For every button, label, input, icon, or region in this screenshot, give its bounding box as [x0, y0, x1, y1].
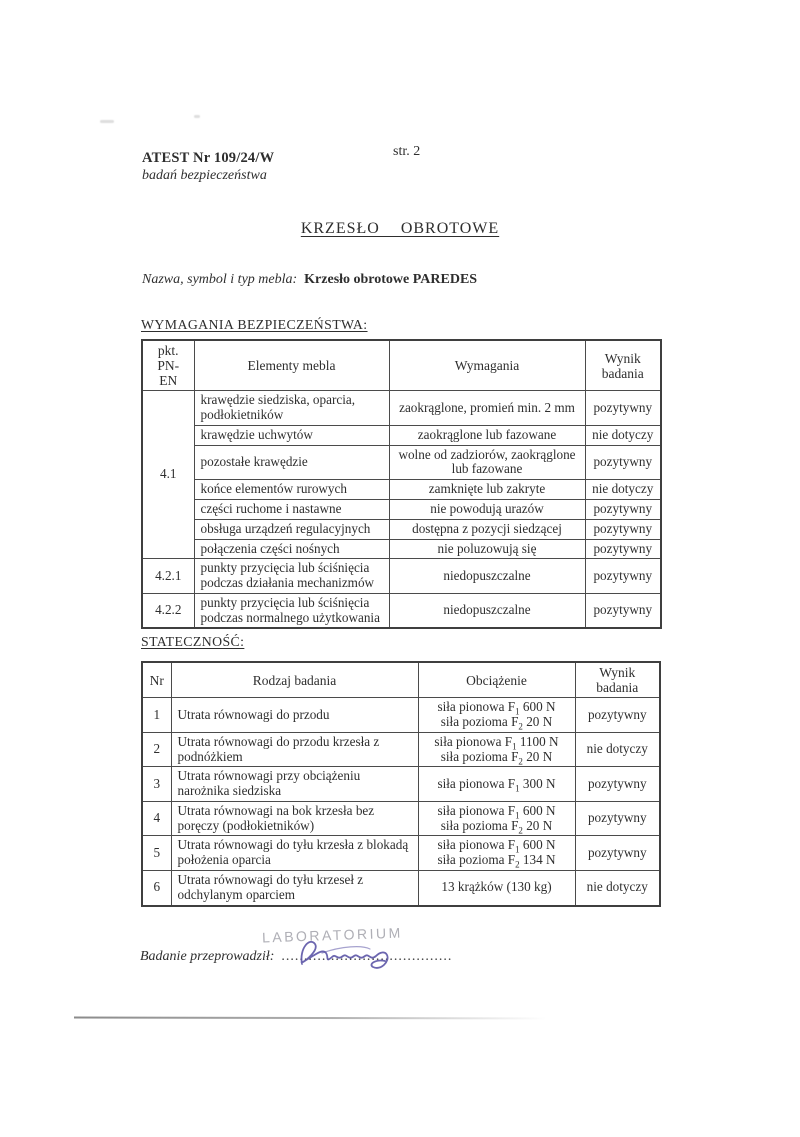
- safety-table-row: [142, 500, 661, 520]
- page-number: str. 2: [393, 144, 421, 159]
- requirement-cell: niedopuszczalne: [389, 559, 585, 594]
- pkt-cell: 4.2.2: [142, 593, 194, 628]
- nr-cell: 2: [142, 732, 171, 767]
- load-cell: siła pionowa $F_1$ 600 N siła pozioma $F_2$ 134 N: [418, 836, 575, 871]
- nr-cell: 3: [142, 767, 171, 802]
- nr-cell: 1: [142, 698, 171, 733]
- test-cell: Utrata równowagi przy obciążeniu narożnika siedziska: [171, 767, 418, 802]
- safety-column-header: Wynik badania: [585, 340, 661, 391]
- document-title: KRZESŁO OBROTOWE: [300, 220, 500, 237]
- pkt-cell: 4.1: [142, 391, 194, 559]
- test-cell: Utrata równowagi do przodu: [171, 698, 418, 733]
- safety-table-row: [142, 391, 661, 426]
- result-cell: nie dotyczy: [585, 425, 661, 445]
- test-cell: Utrata równowagi do przodu krzesła z podnóżkiem: [171, 732, 418, 767]
- scan-artifact-line: [74, 1017, 546, 1020]
- safety-header-row: [142, 340, 661, 391]
- atest-subtitle: badań bezpieczeństwa: [142, 168, 267, 183]
- nr-cell: 5: [142, 836, 171, 871]
- element-cell: pozostałe krawędzie: [194, 445, 389, 480]
- result-cell: pozytywny: [585, 500, 661, 520]
- test-cell: Utrata równowagi na bok krzesła bez poręczy (podłokietników): [171, 801, 418, 836]
- requirement-cell: zamknięte lub zakryte: [389, 480, 585, 500]
- requirement-cell: niedopuszczalne: [389, 593, 585, 628]
- result-cell: nie dotyczy: [585, 480, 661, 500]
- safety-table-row: [142, 445, 661, 480]
- stability-table-row: [142, 732, 660, 767]
- element-cell: końce elementów rurowych: [194, 480, 389, 500]
- scan-speck: [100, 120, 114, 123]
- result-cell: pozytywny: [575, 801, 660, 836]
- safety-column-header: Elementy mebla: [194, 340, 389, 391]
- stability-column-header: Wynik badania: [575, 662, 660, 698]
- stability-column-header: Nr: [142, 662, 171, 698]
- safety-table-row: [142, 480, 661, 500]
- requirement-cell: nie powodują urazów: [389, 500, 585, 520]
- result-cell: pozytywny: [585, 391, 661, 426]
- signature-scribble: [292, 928, 442, 980]
- nr-cell: 4: [142, 801, 171, 836]
- nr-cell: 6: [142, 871, 171, 906]
- load-cell: siła pionowa $F_1$ 300 N: [418, 767, 575, 802]
- furniture-name-line: [142, 272, 477, 288]
- result-cell: pozytywny: [575, 698, 660, 733]
- result-cell: pozytywny: [575, 767, 660, 802]
- safety-requirements-heading: WYMAGANIA BEZPIECZEŃSTWA:: [141, 317, 368, 332]
- result-cell: nie dotyczy: [575, 732, 660, 767]
- requirement-cell: wolne od zadziorów, zaokrąglone lub fazowane: [389, 445, 585, 480]
- result-cell: pozytywny: [585, 445, 661, 480]
- element-cell: krawędzie uchwytów: [194, 425, 389, 445]
- safety-table-row: [142, 519, 661, 539]
- laboratory-stamp: LABORATORIUM: [261, 924, 403, 946]
- load-cell: siła pionowa $F_1$ 1100 N siła pozioma $F_2$ 20 N: [418, 732, 575, 767]
- safety-column-header: pkt. PN-EN: [142, 340, 194, 391]
- result-cell: pozytywny: [585, 539, 661, 559]
- stability-table-row: [142, 698, 660, 733]
- element-cell: połączenia części nośnych: [194, 539, 389, 559]
- stability-table-head: [142, 662, 660, 698]
- stability-table-body: [142, 698, 660, 906]
- stability-table-row: [142, 801, 660, 836]
- stability-header-row: [142, 662, 660, 698]
- stability-table-row: [142, 767, 660, 802]
- result-cell: pozytywny: [585, 593, 661, 628]
- load-cell: siła pionowa $F_1$ 600 N siła pozioma $F_2$ 20 N: [418, 801, 575, 836]
- requirement-cell: dostępna z pozycji siedzącej: [389, 519, 585, 539]
- element-cell: obsługa urządzeń regulacyjnych: [194, 519, 389, 539]
- stability-column-header: Obciążenie: [418, 662, 575, 698]
- stability-heading: STATECZNOŚĆ:: [141, 634, 245, 649]
- element-cell: punkty przycięcia lub ściśnięcia podczas działania mechanizmów: [194, 559, 389, 594]
- safety-table-row: [142, 559, 661, 594]
- requirement-cell: zaokrąglone, promień min. 2 mm: [389, 391, 585, 426]
- stability-column-header: Rodzaj badania: [171, 662, 418, 698]
- result-cell: pozytywny: [585, 519, 661, 539]
- result-cell: pozytywny: [585, 559, 661, 594]
- stability-table-row: [142, 836, 660, 871]
- pkt-cell: 4.2.1: [142, 559, 194, 594]
- load-cell: siła pionowa $F_1$ 600 N siła pozioma $F_2$ 20 N: [418, 698, 575, 733]
- signature-dots: ......................................: [281, 949, 453, 964]
- safety-requirements-table: [141, 339, 662, 629]
- safety-column-header: Wymagania: [389, 340, 585, 391]
- element-cell: punkty przycięcia lub ściśnięcia podczas normalnego użytkowania: [194, 593, 389, 628]
- element-cell: części ruchome i nastawne: [194, 500, 389, 520]
- scan-speck: [194, 115, 200, 118]
- furniture-name-value: Krzesło obrotowe PAREDES: [304, 272, 478, 287]
- test-cell: Utrata równowagi do tyłu krzesła z blokadą położenia oparcia: [171, 836, 418, 871]
- test-cell: Utrata równowagi do tyłu krzeseł z odchylanym oparciem: [171, 871, 418, 906]
- safety-table-row: [142, 425, 661, 445]
- atest-number: ATEST Nr 109/24/W: [142, 150, 275, 166]
- result-cell: pozytywny: [575, 836, 660, 871]
- element-cell: krawędzie siedziska, oparcia, podłokietników: [194, 391, 389, 426]
- result-cell: nie dotyczy: [575, 871, 660, 906]
- stability-table-row: [142, 871, 660, 906]
- requirement-cell: nie poluzowują się: [389, 539, 585, 559]
- signature-label: Badanie przeprowadził:: [140, 949, 275, 964]
- stability-table: [141, 661, 661, 907]
- requirement-cell: zaokrąglone lub fazowane: [389, 425, 585, 445]
- safety-table-body: [142, 391, 661, 629]
- safety-table-row: [142, 539, 661, 559]
- load-cell: 13 krążków (130 kg): [418, 871, 575, 906]
- safety-table-row: [142, 593, 661, 628]
- furniture-name-label: Nazwa, symbol i typ mebla:: [142, 272, 298, 287]
- safety-table-head: [142, 340, 661, 391]
